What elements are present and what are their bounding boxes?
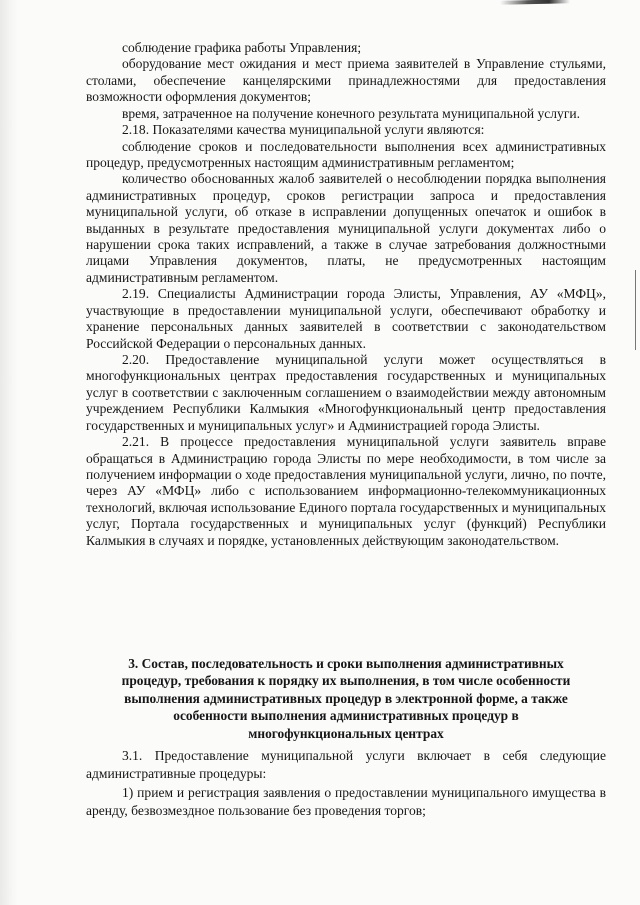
heading-line: многофункциональных центрах — [248, 725, 444, 741]
scan-shadow-left — [0, 0, 18, 905]
heading-line: выполнения административных процедур в электронной форме, а также — [124, 690, 568, 706]
section-3-heading — [80, 655, 612, 742]
paragraph-time-spent: время, затраченное на получение конечного результата муниципальной услуги. — [122, 105, 581, 121]
paragraph-deadlines: соблюдение сроков и последовательности выполнения всех административных процедур, предусмотренных настоящим административным регламентом; — [86, 138, 606, 170]
paragraph-3-1: 3.1. Предоставление муниципальной услуги включает в себя следующие административные процедуры: — [86, 748, 606, 782]
paragraph-2-21: 2.21. В процессе предоставления муниципальной услуги заявитель вправе обращаться в Администрацию города Элисты по мере необходимости, в том числе за получением информации о ходе предоставления муниципальной услуги, лично, по почте, через АУ «МФЦ» либо с использованием информационно-телекоммуникационных технологий, включая использование Единого портала государственных и муниципальных услуг, Портала государственных и муниципальных услуг (функций) Республики Калмыкия в случаях и порядке, установленных действующим законодательством. — [86, 434, 606, 548]
scan-mark-top — [500, 0, 570, 5]
paragraph-complaints: количество обоснованных жалоб заявителей о несоблюдении порядка выполнения административных процедур, сроков регистрации запроса и предоставления муниципальной услуги, об отказе в исправлении допущенных опечаток и ошибок в выданных в результате предоставления муниципальной услуги документах либо о нарушении срока таких исправлений, а также в случае затребования должностными лицами Управления документов, платы, не предусмотренных настоящим административным регламентом. — [86, 171, 606, 285]
heading-line: особенности выполнения административных процедур в — [173, 708, 519, 724]
heading-line: 3. Состав, последовательность и сроки выполнения административных — [128, 656, 564, 671]
section-3-body — [86, 747, 606, 821]
paragraph-3-1-item-1: 1) прием и регистрация заявления о предоставлении муниципального имущества в аренду, безвозмездное пользование без проведения торгов; — [86, 784, 606, 819]
paragraph-schedule: соблюдение графика работы Управления; — [122, 40, 362, 55]
heading-line: процедур, требования к порядку их выполнения, в том числе особенности — [121, 673, 571, 689]
paragraph-2-19: 2.19. Специалисты Администрации города Элисты, Управления, АУ «МФЦ», участвующие в предоставлении муниципальной услуги, обеспечивают обработку и хранение персональных данных заявителей в соответствии с законодательством Российской Федерации о персональных данных. — [86, 286, 606, 351]
body-text — [86, 40, 606, 549]
scan-mark-right — [635, 270, 636, 350]
paragraph-2-20: 2.20. Предоставление муниципальной услуги может осуществляться в многофункциональных центрах предоставления государственных и муниципальных услуг в соответствии с заключенным соглашением о взаимодействии между автономным учреждением Республики Калмыкия «Многофункциональный центр предоставления государственных и муниципальных услуг» и Администрацией города Элисты. — [86, 352, 606, 433]
paragraph-equipment: оборудование мест ожидания и мест приема заявителей в Управление стульями, столами, обеспечение канцелярскими принадлежностями для предоставления возможности оформления документов; — [86, 56, 606, 105]
paragraph-2-18: 2.18. Показателями качества муниципальной услуги являются: — [122, 122, 485, 138]
